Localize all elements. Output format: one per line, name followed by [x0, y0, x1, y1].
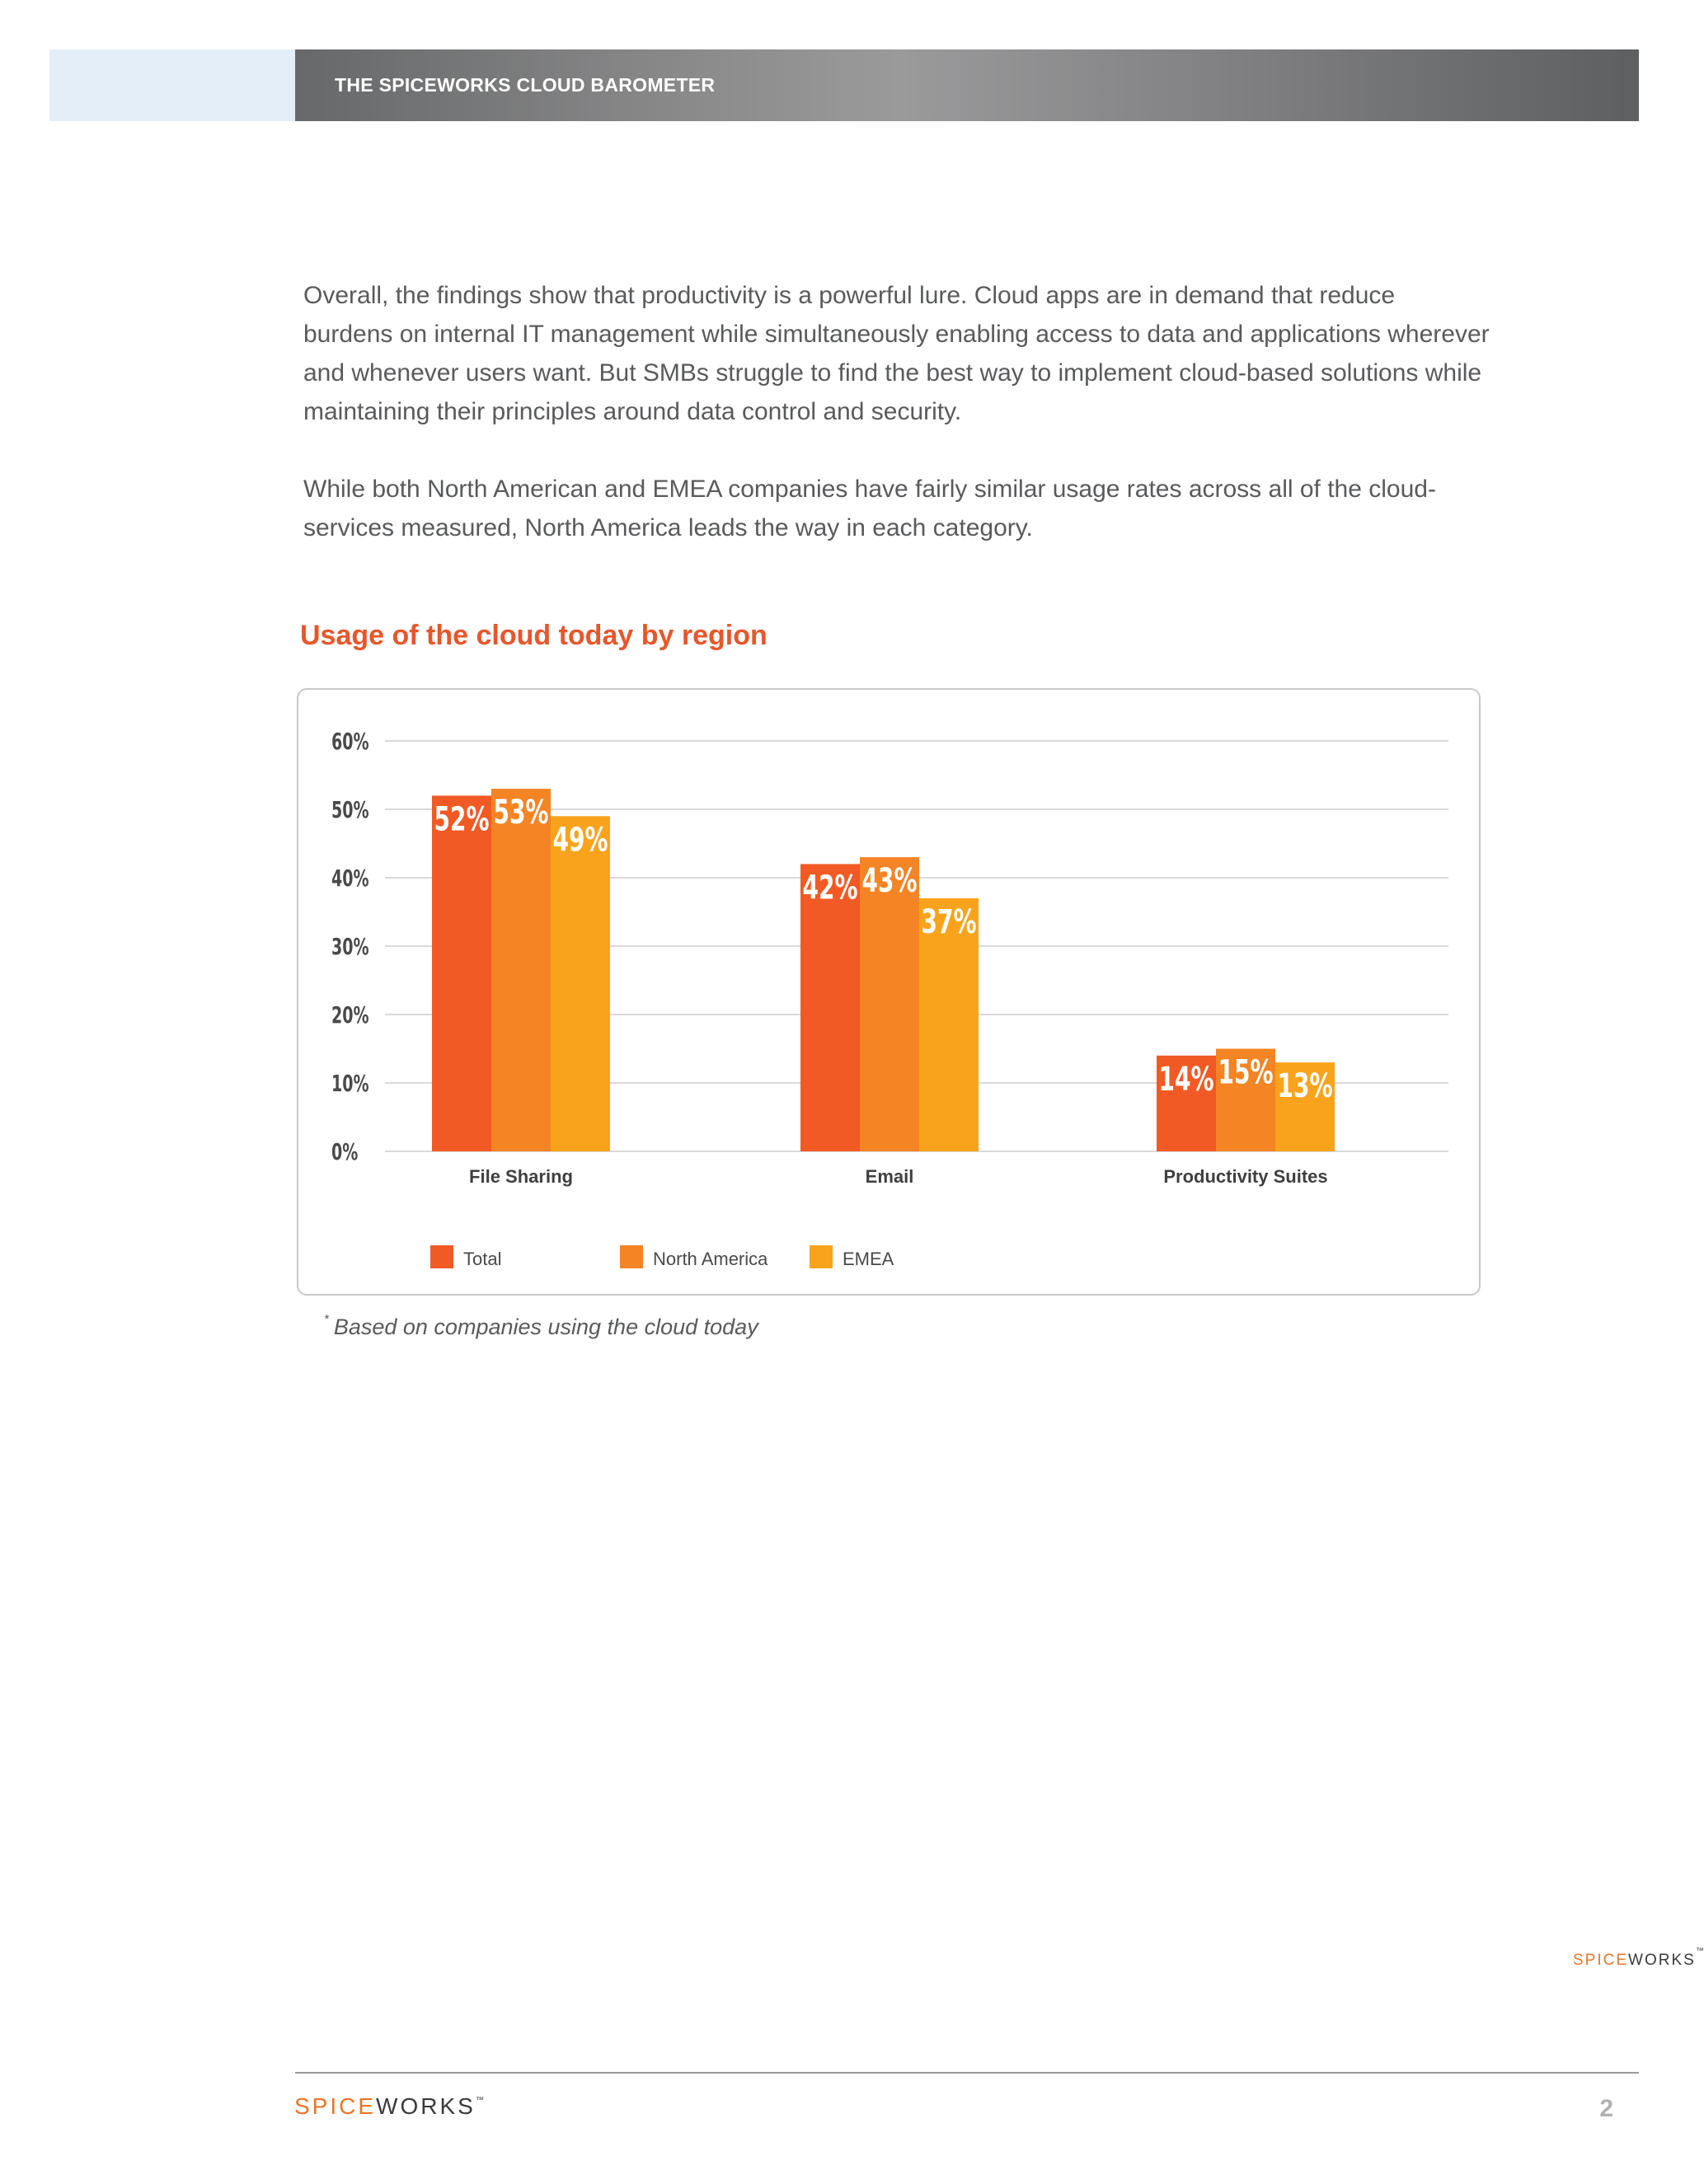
y-tick-label: 60%: [331, 728, 369, 756]
body-paragraph-1: Overall, the findings show that productivity is a powerful lure. Cloud apps are in demand that reduce burdens on internal IT management while simultaneously enabling access to data and applications wherever and whenever users want. But SMBs struggle to find the best way to implement cloud-based solutions while maintaining their principles around data control and security.: [303, 282, 1490, 425]
bar-value-label: 42%: [802, 869, 858, 907]
y-tick-label: 30%: [331, 933, 369, 961]
category-label: Productivity Suites: [1163, 1166, 1328, 1187]
y-tick-label: 20%: [331, 1001, 369, 1029]
chart-spiceworks-logo: [1573, 1947, 1704, 1970]
chart-title: Usage of the cloud today by region: [300, 620, 768, 651]
body-paragraph-2: While both North American and EMEA companies have fairly similar usage rates across all of the cloud-services measured, North America leads the way in each category.: [303, 476, 1436, 541]
bar-value-label: 14%: [1158, 1060, 1214, 1099]
header-band: [49, 49, 1639, 121]
y-tick-label: 10%: [331, 1070, 369, 1098]
legend-label: Total: [463, 1249, 502, 1269]
bar: [491, 789, 551, 1151]
y-tick-label: 0%: [331, 1138, 359, 1166]
category-label: File Sharing: [469, 1166, 573, 1187]
legend-label: EMEA: [843, 1249, 894, 1269]
logo-spice-text: SPICE: [294, 2093, 377, 2119]
header-accent: [49, 49, 295, 121]
bar-value-label: 43%: [861, 862, 918, 901]
bar-chart: [298, 690, 1479, 1294]
logo-tm: ™: [475, 2096, 484, 2105]
legend-label: North America: [653, 1249, 768, 1269]
bar: [860, 857, 919, 1151]
footnote: [324, 1312, 758, 1340]
bar-value-label: 15%: [1218, 1053, 1274, 1092]
header-bar: [295, 49, 1639, 121]
category-label: Email: [865, 1166, 914, 1187]
y-tick-label: 40%: [331, 865, 369, 893]
y-tick-label: 50%: [331, 796, 369, 824]
bar-value-label: 49%: [552, 821, 608, 860]
footer-spiceworks-logo: [294, 2093, 484, 2120]
logo-works-text: WORKS: [1628, 1952, 1696, 1969]
logo-spice-text: SPICE: [1573, 1952, 1629, 1969]
page-number: 2: [1599, 2095, 1613, 2122]
footnote-marker: *: [324, 1312, 329, 1326]
footnote-text: Based on companies using the cloud today: [333, 1315, 758, 1339]
legend-swatch: [430, 1245, 453, 1268]
bar-value-label: 13%: [1277, 1067, 1333, 1106]
legend-swatch: [620, 1245, 643, 1268]
legend-swatch: [810, 1245, 833, 1268]
bar: [551, 816, 610, 1151]
logo-works-text: WORKS: [376, 2093, 476, 2119]
bar: [432, 795, 491, 1151]
bar-value-label: 37%: [921, 902, 977, 942]
footer-divider: [295, 2072, 1639, 2074]
document-title: THE SPICEWORKS CLOUD BAROMETER: [335, 74, 716, 96]
bar-value-label: 52%: [434, 800, 490, 839]
bar-value-label: 53%: [493, 794, 549, 832]
logo-tm: ™: [1695, 1947, 1704, 1956]
